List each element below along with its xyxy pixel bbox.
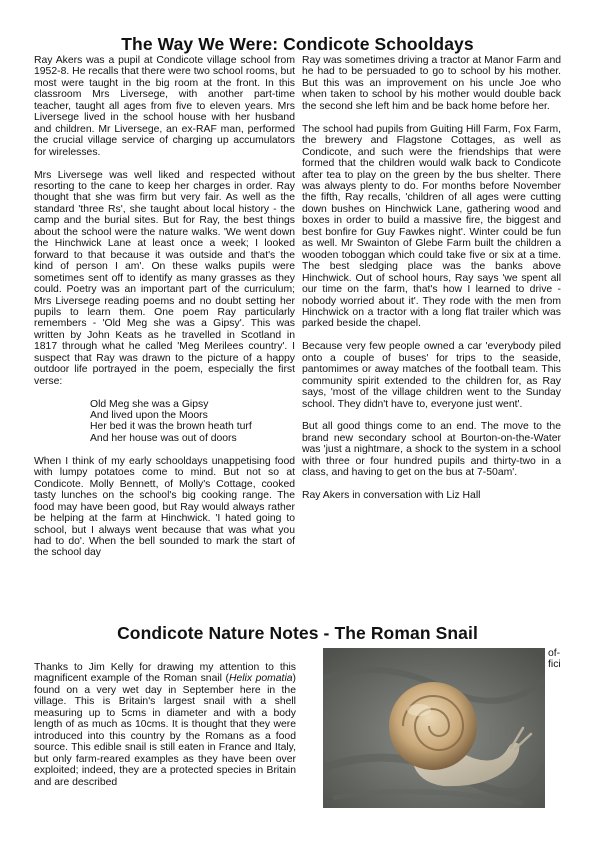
- article-column-right: [302, 55, 561, 513]
- paragraph: The school had pupils from Guiting Hill Farm, Fox Farm, the brewery and Flagstone Cottages, as well as Condicote, and such were the friendships that were formed that the children would walk back to Condicote after tea to play on the green by the bus shelter. There was always plenty to do. For months before November the fifth, Ray recalls, 'children of all ages were cutting down bushes on Hinchwick Lane, gathering wood and boxes in order to build a massive fire, the biggest and best bonfire for Guy Fawkes night'. Winter could be fun as well. Mr Swainton of Glebe Farm built the children a wooden toboggan which could take five or six at a time. The best sledging place was the banks above Hinchwick. Out of school hours, Ray says 'we spent all our time on the farm, that's how I learned to drive - nobody worried about it'. They rode with the men from Hinchwick on a tractor with a long flat trailer which was parked beside the chapel.: [302, 123, 561, 330]
- latin-name: Helix pomatia: [228, 673, 293, 685]
- poem-line: Old Meg she was a Gipsy: [90, 398, 209, 410]
- article-column-left: [34, 55, 295, 570]
- paragraph: Ray was sometimes driving a tractor at Manor Farm and he had to be persuaded to go to school by his mother. But this was an improvement on his uncle Joe who when taken to school by his mother would double back the second she left him and be back home before her.: [302, 55, 561, 112]
- text-fragment: fici: [548, 659, 561, 671]
- nature-notes-body: [34, 662, 296, 788]
- paragraph: Mrs Liversege was well liked and respected without resorting to the cane to keep her charges in order. Ray thought that she was firm but very fair. As well as the standard 'three Rs', she taught about local history - the camp and the burial sites. But for Ray, the best things about the school were the nature walks. 'We went down the Hinchwick Lane at least once a week; I looked forward to that because it was outside and that's the kind of person I am'. On these walks pupils were sometimes sent off to identify as many grasses as they could. Poetry was an important part of the curriculum; Mrs Liversege reading poems and no doubt setting her pupils to learn them. One poem Ray particularly remembers - 'Old Meg she was a Gipsy'. This was written by John Keats as he travelled in Scotland in 1817 through what he called 'Meg Merilees country'. I suspect that Ray was drawn to the picture of a happy outdoor life portrayed in the poem, especially the first verse:: [34, 169, 295, 387]
- overflow-text-fragment: [548, 648, 578, 671]
- article-title-nature-notes: Condicote Nature Notes - The Roman Snail: [117, 623, 478, 643]
- text-run: ) found on a very wet day in September here in the village. This is Britain's largest snail with a shell measuring up to 5cms in diameter and with a body length of as much as 10cms. It is thought that they were introduced into this country by the Romans as a food source. This edible snail is still eaten in France and Italy, but only farm-reared examples as they have been over exploited; indeed, they are a protected species in Britain and are described: [34, 673, 296, 788]
- poem-line: Her bed it was the brown heath turf: [90, 421, 252, 433]
- article-credit: Ray Akers in conversation with Liz Hall: [302, 490, 481, 502]
- poem-verse: [90, 399, 295, 445]
- paragraph: [34, 662, 296, 788]
- text-fragment: of-: [548, 648, 561, 659]
- text-run: Thanks to Jim Kelly for drawing my attention to this magnificent example of the Roman snail (: [34, 662, 296, 685]
- article-title-schooldays: The Way We Were: Condicote Schooldays: [121, 34, 474, 54]
- paragraph: Because very few people owned a car 'everybody piled onto a couple of buses' for trips to the seaside, pantomimes or away matches of the football team. This community spirit extended to the children for, as Ray says, 'most of the village children went to the Sunday school. They didn't have to, everyone just went'.: [302, 341, 561, 410]
- poem-line: And lived upon the Moors: [90, 410, 208, 422]
- paragraph: When I think of my early schooldays unappetising food with lumpy potatoes come to mind. But not so at Condicote. Molly Bennett, of Molly's Cottage, cooked tasty lunches on the school's big cooking range. The food may have been good, but Ray would always rather be helping at the farm at Hinchwick. 'I hated going to school, but I always went because that was what you had to do'. When the bell sounded to mark the start of the school day: [34, 455, 295, 559]
- snail-illustration: [323, 648, 545, 808]
- roman-snail-photo: [323, 648, 545, 808]
- paragraph: But all good things come to an end. The move to the brand new secondary school at Bourton-on-the-Water was 'just a nightmare, a shock to the system in a school with three or four hundred pupils and thirty-two in a class, and having to get on the bus at 7-50am'.: [302, 421, 561, 479]
- poem-line: And her house was out of doors: [90, 432, 237, 444]
- paragraph: Ray Akers was a pupil at Condicote village school from 1952-8. He recalls that there were two school rooms, but most were taught in the big room at the front. In this classroom Mrs Liversege, with another part-time teacher, taught all ages from five to eleven years. Mrs Liversege lived in the school house with her husband and children. Mr Liversege, an ex-RAF man, performed the crucial village service of charging up accumulators for wirelesses.: [34, 55, 295, 158]
